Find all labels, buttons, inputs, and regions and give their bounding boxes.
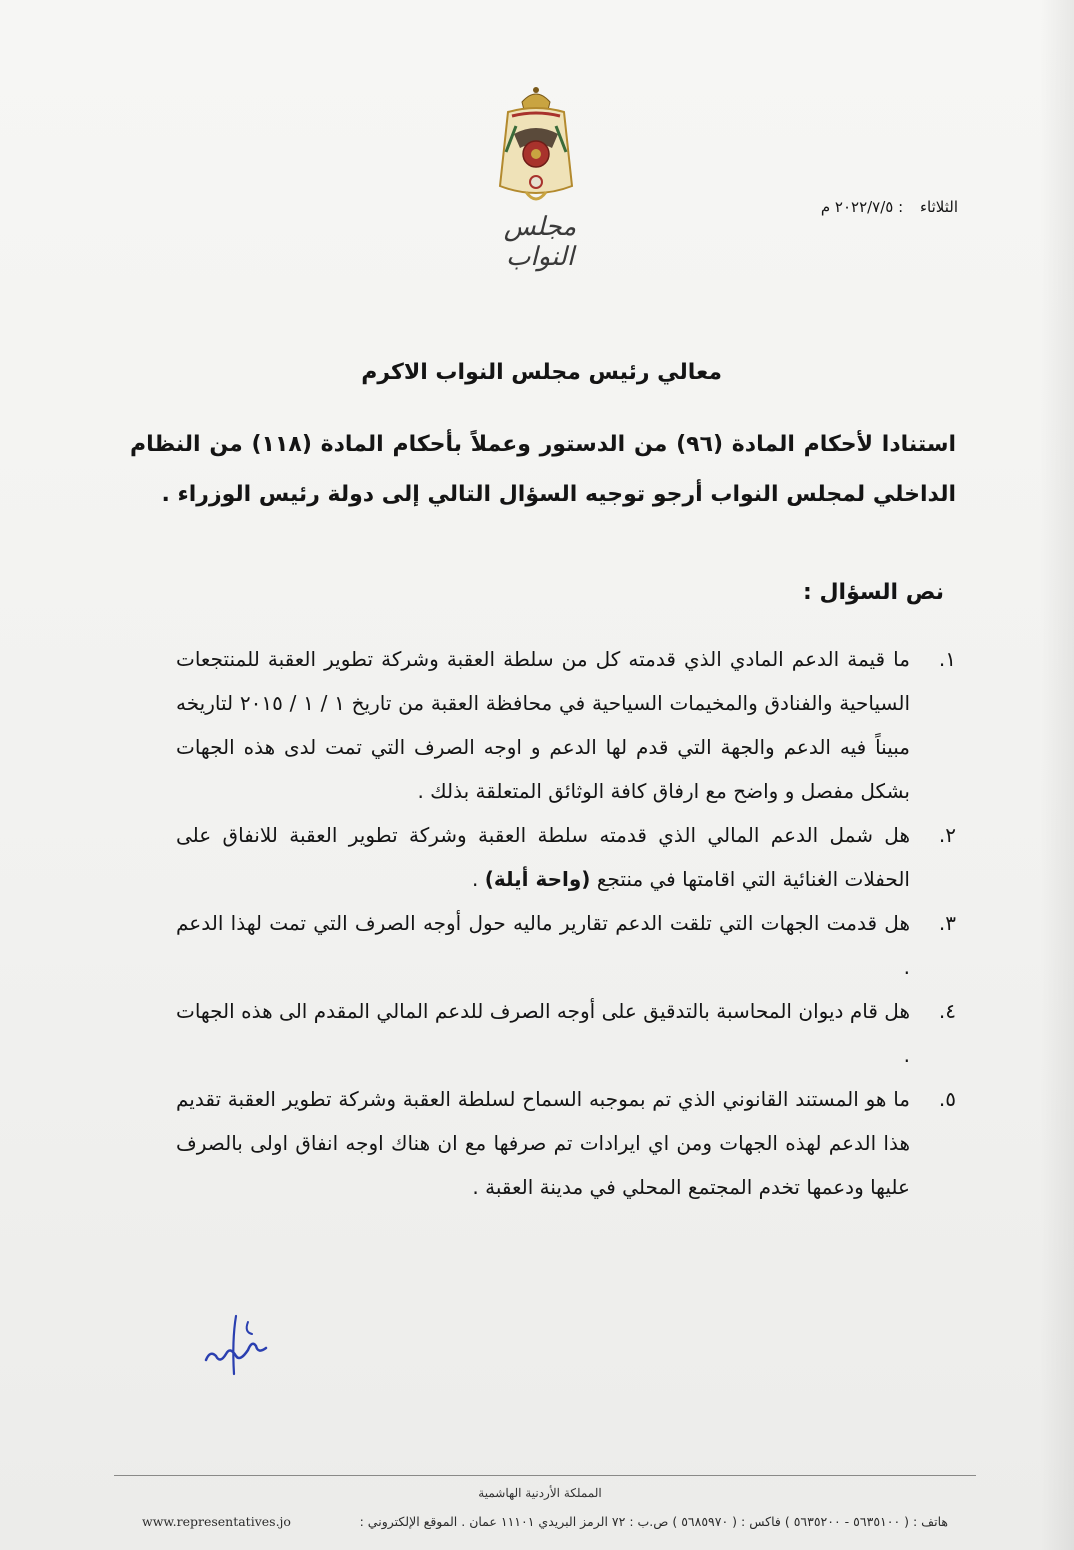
question-emphasis: (واحة أيلة) bbox=[484, 867, 591, 891]
question-item bbox=[176, 989, 956, 1077]
question-item bbox=[176, 901, 956, 989]
footer-kingdom: المملكة الأردنية الهاشمية bbox=[478, 1486, 602, 1500]
date-value: ٢٠٢٢/٧/٥ م bbox=[820, 198, 894, 216]
colon-separator: : bbox=[898, 198, 904, 216]
question-item bbox=[176, 813, 956, 901]
question-text: هل قدمت الجهات التي تلقت الدعم تقارير ماليه حول أوجه الصرف التي تمت لهذا الدعم . bbox=[176, 911, 910, 979]
question-number: ٤. bbox=[938, 999, 956, 1023]
letter-date bbox=[821, 198, 958, 216]
question-number: ٥. bbox=[938, 1087, 956, 1111]
question-number: ٣. bbox=[938, 911, 956, 935]
question-list bbox=[176, 637, 956, 1209]
question-heading: نص السؤال : bbox=[802, 580, 944, 605]
council-name-logo: مجلس النواب bbox=[503, 212, 577, 272]
handwritten-signature-icon bbox=[196, 1310, 276, 1382]
day-label: الثلاثاء bbox=[919, 198, 958, 216]
question-text: ما هو المستند القانوني الذي تم بموجبه السماح لسلطة العقبة وشركة تطوير العقبة تقديم هذا الدعم لهذه الجهات ومن اي ايرادات تم صرفها مع ان هناك اوجه انفاق اولى بالصرف عليها ودعمها تخدم المجتمع المحلي في مدينة العقبة . bbox=[176, 1087, 910, 1199]
question-item bbox=[176, 637, 956, 813]
question-text: هل شمل الدعم المالي الذي قدمته سلطة العقبة وشركة تطوير العقبة للانفاق على الحفلات الغنائية التي اقامتها في منتجع bbox=[176, 823, 910, 891]
question-number: ١. bbox=[938, 647, 956, 671]
question-text-wrapper bbox=[176, 813, 910, 901]
question-number: ٢. bbox=[938, 823, 956, 847]
footer-contact: هاتف : ( ٥٦٣٥١٠٠ - ٥٦٣٥٢٠٠ ) فاكس : ( ٥٦٨٥٩٧٠ ) ص.ب : ٧٢ الرمز البريدي ١١١٠١ عمان . الموقع الإلكتروني : bbox=[359, 1514, 948, 1529]
question-item bbox=[176, 1077, 956, 1209]
page-edge-shadow bbox=[1040, 0, 1074, 1550]
footer-divider bbox=[114, 1475, 976, 1476]
intro-paragraph: استنادا لأحكام المادة (٩٦) من الدستور وعملاً بأحكام المادة (١١٨) من النظام الداخلي لمجلس النواب أرجو توجيه السؤال التالي إلى دولة رئيس الوزراء . bbox=[130, 432, 957, 507]
addressee-line: معالي رئيس مجلس النواب الاكرم bbox=[361, 360, 722, 385]
question-text: ما قيمة الدعم المادي الذي قدمته كل من سلطة العقبة وشركة تطوير العقبة للمنتجعات السياحية والفنادق والمخيمات السياحية في محافظة العقبة من تاريخ ١ / ١ / ٢٠١٥ لتاريخه مبيناً فيه الدعم والجهة التي قدم لها الدعم و اوجه الصرف التي تمت لدى هذه الجهات بشكل مفصل و واضح مع ارفاق كافة الوثائق المتعلقة بذلك . bbox=[176, 647, 911, 803]
question-text: هل قام ديوان المحاسبة بالتدقيق على أوجه الصرف للدعم المالي المقدم الى هذه الجهات . bbox=[176, 999, 910, 1067]
coat-of-arms-icon bbox=[488, 82, 584, 212]
footer-website-link[interactable]: www.representatives.jo bbox=[142, 1514, 291, 1529]
question-suffix: . bbox=[472, 867, 485, 891]
